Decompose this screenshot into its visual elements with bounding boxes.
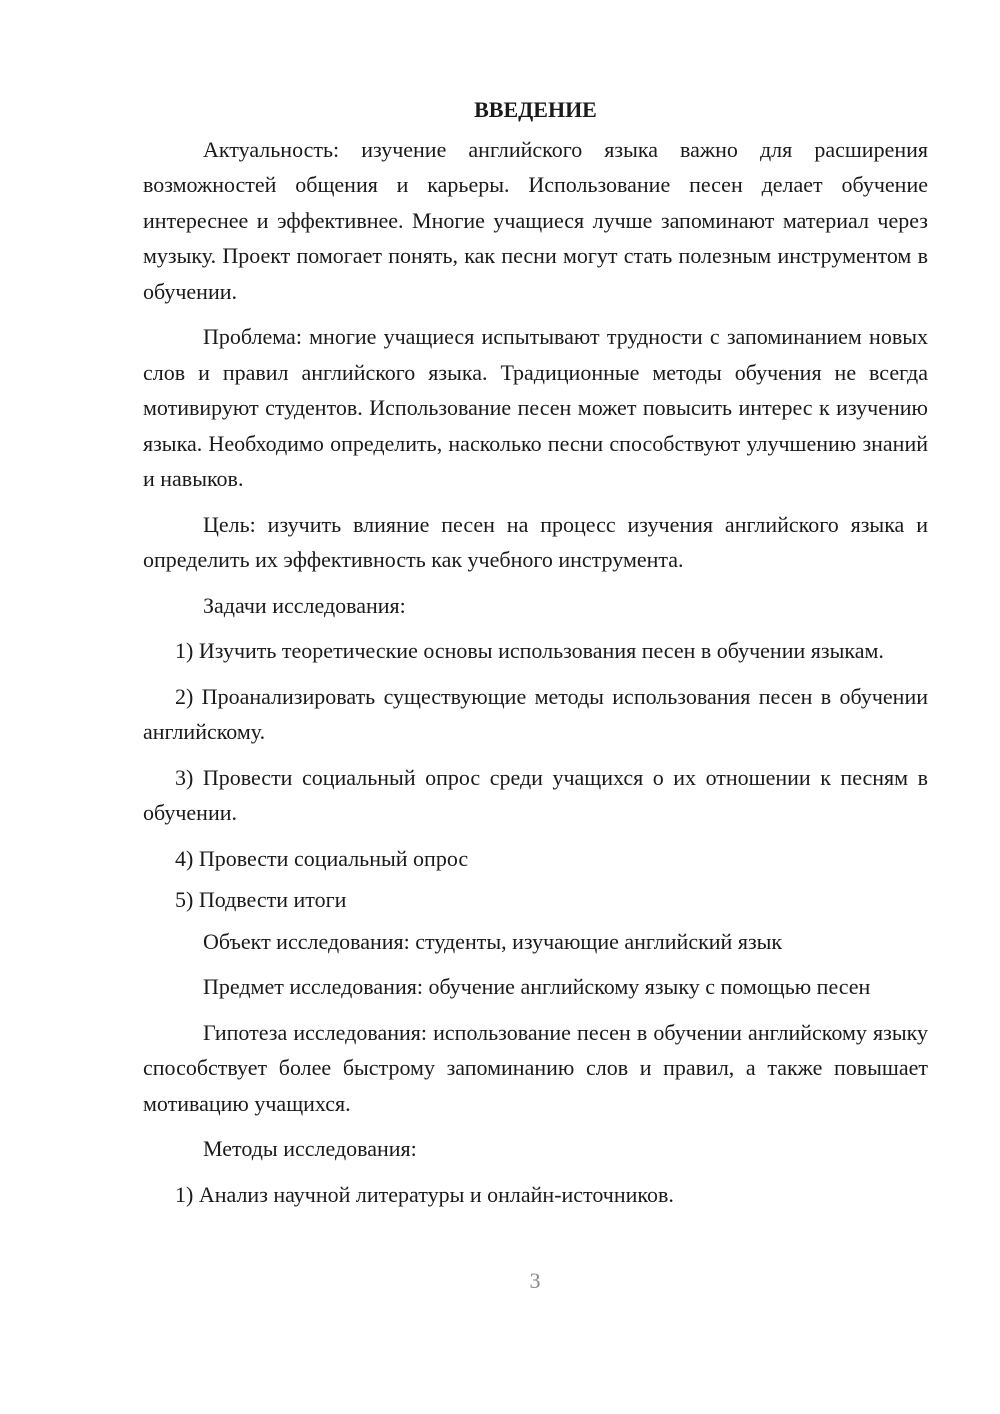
task-item: 4) Провести социальный опрос — [175, 845, 469, 871]
document-page — [143, 92, 928, 1222]
page-title: ВВЕДЕНИЕ — [474, 97, 597, 122]
hypothesis-paragraph: Гипотеза исследования: использование песен в обучении английскому языку способствует более быстрому запоминанию слов и правил, а также повышает мотивацию учащихся. — [143, 1019, 928, 1116]
goal-paragraph: Цель: изучить влияние песен на процесс изучения английского языка и определить их эффективность как учебного инструмента. — [143, 511, 928, 572]
task-item: 2) Проанализировать существующие методы использования песен в обучении английскому. — [143, 683, 928, 744]
problem-paragraph: Проблема: многие учащиеся испытывают трудности с запоминанием новых слов и правил английского языка. Традиционные методы обучения не всегда мотивируют студентов. Использование песен может повысить интерес к изучению языка. Необходимо определить, насколько песни способствуют улучшению знаний и навыков. — [143, 324, 928, 491]
task-item: 3) Провести социальный опрос среди учащихся о их отношении к песням в обучении. — [143, 764, 928, 825]
method-item: 1) Анализ научной литературы и онлайн-источников. — [175, 1181, 674, 1207]
task-item: 5) Подвести итоги — [175, 887, 347, 912]
methods-heading: Методы исследования: — [203, 1136, 417, 1161]
task-item: 1) Изучить теоретические основы использования песен в обучении языкам. — [175, 638, 884, 663]
subject-paragraph: Предмет исследования: обучение английскому языку с помощью песен — [203, 974, 871, 999]
relevance-paragraph: Актуальность: изучение английского языка важно для расширения возможностей общения и карьеры. Использование песен делает обучение интереснее и эффективнее. Многие учащиеся лучше запоминают материал через музыку. Проект помогает понять, как песни могут стать полезным инструментом в обучении. — [143, 136, 928, 304]
tasks-heading: Задачи исследования: — [203, 592, 406, 618]
page-number: 3 — [529, 1268, 541, 1293]
object-paragraph: Объект исследования: студенты, изучающие английский язык — [203, 928, 783, 954]
